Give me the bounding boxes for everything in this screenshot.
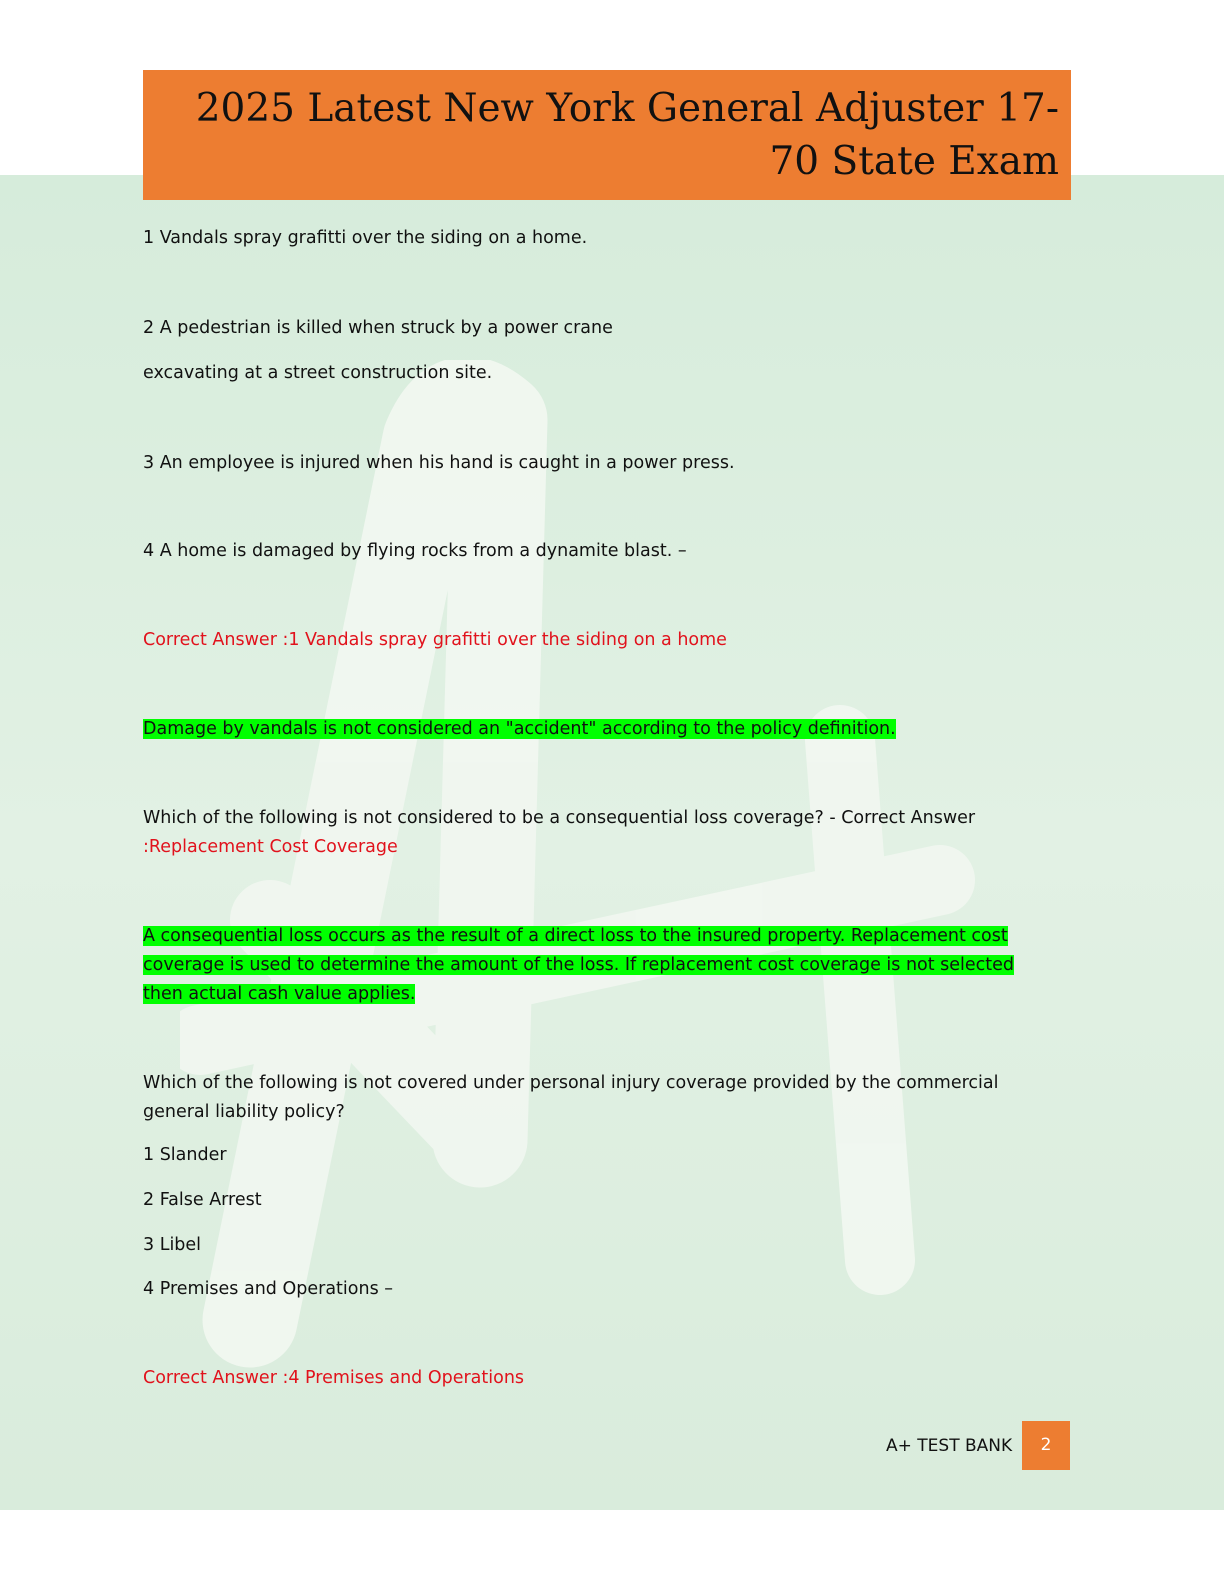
q3-option-4: 4 Premises and Operations – <box>143 1279 393 1299</box>
title-banner <box>143 70 1071 200</box>
q3-option-1: 1 Slander <box>143 1145 227 1165</box>
q1-option-2-line-2: excavating at a street construction site. <box>143 363 493 383</box>
footer-label: A+ TEST BANK <box>886 1436 1013 1456</box>
q1-explanation <box>143 715 896 744</box>
q1-option-4: 4 A home is damaged by flying rocks from a dynamite blast. – <box>143 541 687 561</box>
q3-option-3: 3 Libel <box>143 1235 202 1255</box>
q3-question: Which of the following is not covered under personal injury coverage provided by the commercial general liability policy? <box>143 1073 999 1122</box>
q3-correct-answer: Correct Answer :4 Premises and Operations <box>143 1368 525 1388</box>
q2-question: Which of the following is not considered to be a consequential loss coverage? - Correct Answer <box>143 808 976 828</box>
q1-option-3: 3 An employee is injured when his hand is caught in a power press. <box>143 453 735 473</box>
q2-correct-answer: :Replacement Cost Coverage <box>143 837 398 857</box>
q1-option-1: 1 Vandals spray grafitti over the siding on a home. <box>143 228 588 248</box>
page-number-badge: 2 <box>1022 1421 1070 1470</box>
q2-explanation <box>143 922 1047 1009</box>
q3-option-2: 2 False Arrest <box>143 1190 262 1210</box>
page-title: 2025 Latest New York General Adjuster 17-70 State Exam <box>195 86 1059 184</box>
q1-correct-answer: Correct Answer :1 Vandals spray grafitti over the siding on a home <box>143 630 727 650</box>
q1-explanation-highlight: Damage by vandals is not considered an "accident" according to the policy definition. <box>143 719 896 739</box>
q1-option-2-line-1: 2 A pedestrian is killed when struck by a power crane <box>143 318 613 338</box>
q2-explanation-highlight: A consequential loss occurs as the result of a direct loss to the insured property. Replacement cost coverage is used to determine the amount of the loss. If replacement cost coverage is not selected then actual cash value applies. <box>143 926 1015 1004</box>
q2-question-block <box>143 804 1047 862</box>
